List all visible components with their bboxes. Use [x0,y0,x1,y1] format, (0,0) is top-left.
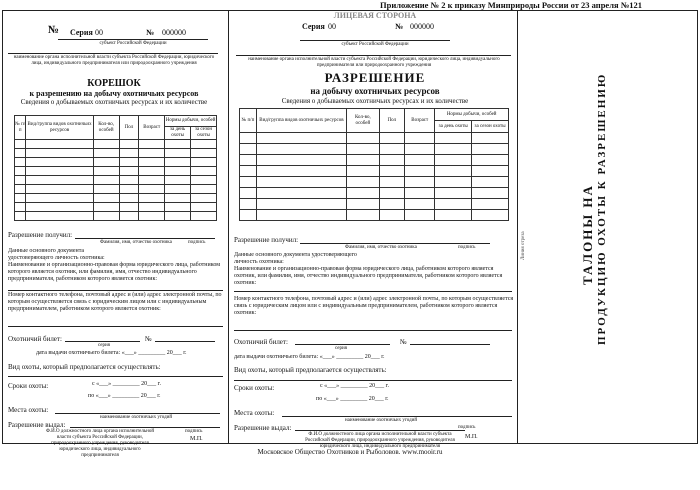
permit-sign-small: подпись [458,425,476,430]
permit-info: Сведения о добываемых охотничьих ресурсах и их количестве [281,97,469,105]
right-border [697,10,698,443]
stub-title: КОРЕШОК [87,78,141,89]
table-row [240,188,509,199]
permit-official-caption: Ф.И.О должностного лица органа исполнительной власти субъекта Российской Федерации, природоохранного учреждения, руководителя юридического лица, индивидуального предпринимателя [305,432,455,449]
table-row [15,194,217,203]
stub-place-caption: наименование охотничьих угодий [100,415,173,420]
permit-no-value: 000000 [410,22,434,31]
stub-no-sign: № [48,24,60,36]
permit-from-line: с «___» _________ 20___ г. [320,383,389,389]
stub-ticket-series-line [65,341,140,342]
talon-title-2: ПРОДУКЦИЮ ОХОТЫ К РАЗРЕШЕНИЮ [596,72,608,345]
permit-received-line [300,243,490,244]
permit-contact-line [234,330,512,331]
table-row [15,203,217,212]
table-row [240,166,509,177]
permit-hunt-kind: Вид охоты, который предполагается осуществлять: [234,366,387,374]
table-row [15,158,217,167]
th-day: за день охоты [435,121,472,133]
stub-series-label: Серия [70,28,93,37]
permit-place: Места охоты: [234,409,275,417]
permit-place-caption: наименование охотничьих угодий [345,418,418,423]
stub-sign-small: подпись [185,429,203,434]
stub-info: Сведения о добываемых охотничьих ресурсах и их количестве [20,98,208,106]
permit-fio-caption: Фамилия, имя, отчество охотника [345,245,417,250]
stub-doc-data: Данные основного документа удостоверяющего личность охотника: [8,248,105,261]
th-age: Возраст [405,109,435,133]
permit-series-label: Серия [302,22,325,31]
th-day: за день охоты [165,127,191,140]
permit-contact-text: Номер контактного телефона, почтовый адрес и (или) адрес электронной почты, по которым осуществляется связь с юридическим лицом или с индивидуальным предпринимателем, работником которого является охотник: [234,296,514,316]
stub-place-line [55,413,220,414]
permit-resources-table [239,108,509,221]
table-row [15,140,217,149]
table-row [15,212,217,221]
stub-subject-line [58,39,208,40]
stub-org-text: Наименование и организационно-правовая форма юридического лица, работником которого является охотник, или фамилия, имя, отчество индивидуального предпринимателя, работником которого является охотник: [8,262,220,282]
th-age: Возраст [139,116,165,140]
permit-series-value: 00 [328,22,336,31]
th-norms: Нормы добычи, особей [165,116,217,127]
stub-resources-table [14,115,217,221]
stub-place: Места охоты: [8,406,49,414]
permit-issued-line [295,430,465,431]
cut-line-label: Линия отреза [521,231,526,260]
stub-contact-line [8,326,223,327]
stub-subject-caption: субъект Российской Федерации [99,41,167,46]
permit-subject-line [300,40,450,41]
permit-doc-data: Данные основного документа удостоверяющего личность охотника: [234,252,357,265]
permit-place-line [282,416,512,417]
stub-received-line [75,238,215,239]
stub-authority-line [8,53,218,54]
table-row [15,167,217,176]
permit-title: РАЗРЕШЕНИЕ [324,70,426,85]
stub-contact-text: Номер контактного телефона, почтовый адрес и (или) адрес электронной почты, по которым осуществляется связь с юридическим лицом или с индивидуальным предпринимателем, работником которого является охотник: [8,292,222,312]
permit-ticket-no: № [400,338,407,346]
stub-official-caption: Ф.И.О должностного лица органа исполнительной власти субъекта Российской Федерации, природоохранного учреждения, руководителя юридического лица, индивидуального предпринимателя [45,429,155,458]
stub-ticket: Охотничий билет: [8,335,62,343]
stub-ticket-no-line [155,341,215,342]
stub-subtitle: к разрешению на добычу охотничьих ресурсов [29,89,199,98]
table-row [240,144,509,155]
th-season: за сезон охоты [191,127,217,140]
permit-to-line: по «___» _________ 20___ г. [316,396,389,402]
stub-issued-line [70,427,220,428]
permit-ticket-no-line [410,344,490,345]
talon-title-1: ТАЛОНЫ НА [580,184,595,285]
permit-issue-date: дата выдачи охотничьего билета: «___» _________ 20___ г. [234,354,385,360]
th-sex: Пол [119,116,139,140]
stub-hunt-kind-line [8,376,223,377]
stub-to-line: по «___» _________ 20___ г. [88,393,161,399]
th-kind: Вид/группа видов охотничьих ресурсов [256,109,346,133]
th-num: № п/п [15,116,26,140]
table-row [240,199,509,210]
table-row [15,176,217,185]
stub-hunt-kind: Вид охоты, который предполагается осуществлять: [8,363,161,371]
stub-issued-by: Разрешение выдал: [8,421,66,429]
permit-ticket: Охотничий билет: [234,338,288,346]
th-norms: Нормы добычи, особей [435,109,509,121]
stub-from-line: с «___» _________ 20___ г. [92,381,161,387]
cut-line-divider [517,10,518,443]
permit-authority-caption: наименование органа исполнительной власти субъекта Российской Федерации, юридического лица, индивидуального предпринимателя или природоохранного учреждения [248,57,500,68]
permit-ticket-series-line [295,344,390,345]
table-row [240,177,509,188]
stub-divider [228,10,229,443]
th-qty: Кол-во, особей [93,116,119,140]
permit-authority-line [236,55,511,56]
stub-org-line [8,290,223,291]
permit-front-side: ЛИЦЕВАЯ СТОРОНА [333,11,417,20]
permit-mp: М.П. [465,434,478,440]
permit-subject-caption: субъект Российской Федерации [341,42,409,47]
stub-ticket-no: № [145,335,152,343]
table-row [240,133,509,144]
th-kind: Вид/группа видов охотничьих ресурсов [26,116,93,140]
stub-issue-date: дата выдачи охотничьего билета: «___» _________ 20___ г. [36,350,187,356]
permit-terms: Сроки охоты: [234,384,275,392]
stub-authority-caption: наименование органа исполнительной власти субъекта Российской Федерации, юридического лица, индивидуального предпринимателя или природоохранного учреждения [13,55,215,66]
permit-org-text: Наименование и организационно-правовая форма юридического лица, работником которого является охотник, или фамилия, имя, отчество индивидуального предпринимателя, работником которого является охотник: [234,266,503,286]
th-sex: Пол [379,109,405,133]
permit-series-small: серия [335,346,347,351]
stub-permit-received: Разрешение получил: [8,231,73,239]
stub-no-value: 000000 [162,28,186,37]
th-qty: Кол-во, особей [347,109,379,133]
stub-mp: М.П. [190,436,203,442]
stub-series-small: серия [98,343,110,348]
stub-series-value: 00 [95,28,103,37]
permit-signature-caption: подпись [458,245,476,250]
table-row [240,155,509,166]
table-row [240,210,509,221]
stub-signature-caption: подпись [188,240,206,245]
table-row [15,149,217,158]
document-header: Приложение № 2 к приказу Минприроды России от 23 апреля №121 [380,0,642,10]
stub-fio-caption: Фамилия, имя, отчество охотника [100,240,172,245]
permit-issued-by: Разрешение выдал: [234,424,292,432]
permit-org-line [234,291,512,292]
permit-received: Разрешение получил: [234,236,299,244]
footer-text: Московское Общество Охотников и Рыболовов. www.mooir.ru [257,448,443,456]
permit-subtitle: на добычу охотничьих ресурсов [310,86,440,96]
stub-no-label: № [146,28,155,37]
permit-no-label: № [395,22,404,31]
left-border [2,10,3,443]
stub-terms: Сроки охоты: [8,382,49,390]
table-row [15,185,217,194]
th-num: № п/п [240,109,257,133]
th-season: за сезон охоты [472,121,509,133]
permit-hunt-kind-line [234,380,512,381]
